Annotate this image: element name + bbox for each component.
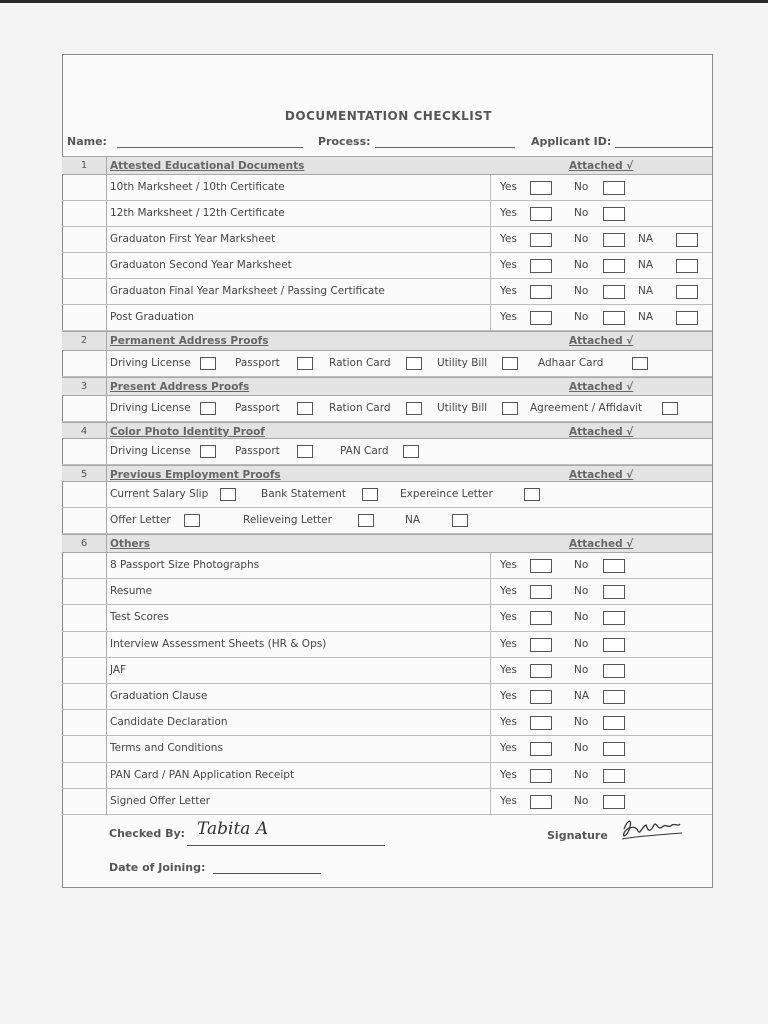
number-column — [62, 605, 107, 630]
item-label: Test Scores — [110, 611, 169, 624]
no-checkbox[interactable] — [603, 611, 625, 625]
section-title: Permanent Address Proofs — [110, 335, 269, 347]
checklist-item-row — [62, 710, 712, 736]
yes-label: Yes — [500, 768, 517, 781]
no-label: No — [574, 285, 589, 297]
number-column — [62, 658, 107, 683]
yes-checkbox[interactable] — [530, 559, 552, 573]
options-row — [62, 482, 712, 508]
yes-label: Yes — [500, 611, 517, 624]
number-column — [62, 253, 107, 278]
option-label: Utility Bill — [437, 402, 488, 414]
yes-checkbox[interactable] — [530, 769, 552, 783]
section-number: 6 — [80, 538, 88, 549]
yes-checkbox[interactable] — [530, 311, 552, 325]
signature-label: Signature — [547, 829, 608, 842]
no-label: No — [574, 233, 589, 245]
na-label: NA — [638, 311, 654, 323]
column-divider — [490, 305, 491, 330]
yes-label: Yes — [500, 207, 517, 219]
number-column — [62, 439, 107, 464]
checklist-item-row — [62, 305, 712, 331]
column-divider — [490, 658, 491, 683]
no-checkbox[interactable] — [603, 716, 625, 730]
no-checkbox[interactable] — [603, 742, 625, 756]
options-row — [62, 439, 712, 465]
checklist-item-row — [62, 175, 712, 201]
item-label: Graduation Clause — [110, 689, 208, 702]
yes-label: Yes — [500, 181, 517, 193]
no-checkbox[interactable] — [603, 795, 625, 809]
yes-label: Yes — [500, 233, 517, 245]
option-label: Ration Card — [329, 402, 391, 414]
yes-checkbox[interactable] — [530, 181, 552, 195]
checked-by-value: Tabita A — [197, 819, 269, 839]
section-number: 3 — [80, 381, 88, 392]
yes-checkbox[interactable] — [530, 690, 552, 704]
yes-checkbox[interactable] — [530, 638, 552, 652]
option-label: Relieveing Letter — [243, 514, 332, 526]
no-checkbox[interactable] — [603, 181, 625, 195]
doj-label: Date of Joining: — [109, 861, 206, 874]
option-label: Offer Letter — [110, 514, 171, 526]
checked-by-label: Checked By: — [109, 827, 186, 840]
yes-label: Yes — [500, 794, 517, 807]
number-column — [62, 351, 107, 376]
signature-image — [618, 815, 684, 845]
checklist-item-row — [62, 279, 712, 305]
no-label: No — [574, 794, 589, 807]
no-checkbox[interactable] — [603, 638, 625, 652]
column-divider — [490, 175, 491, 200]
checklist-item-row — [62, 684, 712, 710]
option-label: Passport — [235, 357, 280, 369]
option-label: NA — [405, 514, 421, 526]
yes-label: Yes — [500, 311, 517, 323]
option-checkbox[interactable] — [452, 514, 468, 527]
option-label: Agreement / Affidavit — [530, 402, 643, 414]
attached-label: Attached √ — [569, 335, 634, 347]
options-row — [62, 508, 712, 534]
no-label: No — [574, 637, 589, 650]
na-label: NA — [638, 259, 654, 271]
item-label: Signed Offer Letter — [110, 794, 211, 807]
number-column — [62, 279, 107, 304]
item-label: Resume — [110, 585, 153, 598]
yes-checkbox[interactable] — [530, 716, 552, 730]
number-column — [62, 305, 107, 330]
yes-label: Yes — [500, 689, 517, 702]
option-label: Ration Card — [329, 357, 391, 369]
column-divider — [490, 684, 491, 709]
attached-label: Attached √ — [569, 426, 634, 438]
option-label: PAN Card — [340, 445, 389, 457]
na-label: NA — [638, 285, 654, 297]
number-column — [62, 710, 107, 735]
section-title: Attested Educational Documents — [110, 160, 305, 172]
no-checkbox[interactable] — [603, 769, 625, 783]
checklist-item-row — [62, 658, 712, 684]
yes-checkbox[interactable] — [530, 795, 552, 809]
item-label: Graduaton Second Year Marksheet — [110, 259, 292, 271]
no-label: No — [574, 611, 589, 624]
option-label: Utility Bill — [437, 357, 488, 369]
no-checkbox[interactable] — [603, 259, 625, 273]
yes-checkbox[interactable] — [530, 585, 552, 599]
no-label: No — [574, 742, 589, 755]
option-checkbox[interactable] — [502, 357, 518, 370]
number-column — [62, 175, 107, 200]
checklist-item-row — [62, 579, 712, 605]
item-label: Post Graduation — [110, 311, 195, 323]
column-divider — [490, 632, 491, 657]
section-header-row — [62, 465, 712, 482]
yes-checkbox[interactable] — [530, 233, 552, 247]
no-checkbox[interactable] — [603, 285, 625, 299]
yes-label: Yes — [500, 259, 517, 271]
na-checkbox[interactable] — [676, 285, 698, 299]
number-column — [62, 579, 107, 604]
checklist-item-row — [62, 763, 712, 789]
attached-label: Attached √ — [569, 469, 634, 481]
scan-top-edge — [0, 0, 768, 3]
option-checkbox[interactable] — [200, 357, 216, 370]
section-header-row — [62, 377, 712, 396]
column-divider — [490, 763, 491, 788]
option-checkbox[interactable] — [220, 488, 236, 501]
option-checkbox[interactable] — [184, 514, 200, 527]
no-checkbox[interactable] — [603, 664, 625, 678]
no-checkbox[interactable] — [603, 311, 625, 325]
column-divider — [490, 227, 491, 252]
column-divider — [490, 736, 491, 761]
section-header-row — [62, 156, 712, 175]
option-checkbox[interactable] — [524, 488, 540, 501]
item-label: Terms and Conditions — [110, 742, 223, 755]
checklist-item-row — [62, 789, 712, 815]
section-header-row — [62, 422, 712, 439]
item-label: Interview Assessment Sheets (HR & Ops) — [110, 637, 327, 650]
column-divider — [490, 710, 491, 735]
checklist-item-row — [62, 632, 712, 658]
option-checkbox[interactable] — [406, 357, 422, 370]
no-label: No — [574, 663, 589, 676]
options-row — [62, 351, 712, 377]
option-label: Expereince Letter — [400, 488, 493, 500]
form-title: DOCUMENTATION CHECKLIST — [284, 109, 493, 123]
yes-checkbox[interactable] — [530, 664, 552, 678]
applicant-id-field[interactable] — [615, 147, 713, 148]
doj-field[interactable] — [213, 873, 321, 874]
name-label: Name: — [67, 135, 107, 148]
option-label: Passport — [235, 445, 280, 457]
column-divider — [490, 253, 491, 278]
na-label: NA — [574, 689, 590, 702]
yes-checkbox[interactable] — [530, 285, 552, 299]
section-title: Others — [110, 538, 150, 550]
section-number: 1 — [80, 160, 88, 171]
no-checkbox[interactable] — [603, 585, 625, 599]
no-label: No — [574, 585, 589, 598]
item-label: 12th Marksheet / 12th Certificate — [110, 207, 285, 219]
item-label: 8 Passport Size Photographs — [110, 559, 260, 571]
number-column — [62, 763, 107, 788]
item-label: 10th Marksheet / 10th Certificate — [110, 181, 285, 193]
option-label: Driving License — [110, 357, 191, 369]
option-label: Driving License — [110, 402, 191, 414]
column-divider — [490, 605, 491, 630]
option-checkbox[interactable] — [632, 357, 648, 370]
item-label: PAN Card / PAN Application Receipt — [110, 768, 295, 781]
yes-label: Yes — [500, 716, 517, 729]
option-checkbox[interactable] — [403, 445, 419, 458]
column-divider — [490, 201, 491, 226]
yes-checkbox[interactable] — [530, 611, 552, 625]
number-column — [62, 508, 107, 533]
process-label: Process: — [318, 135, 371, 148]
section-title: Previous Employment Proofs — [110, 469, 281, 481]
number-column — [62, 227, 107, 252]
option-checkbox[interactable] — [358, 514, 374, 527]
process-field[interactable] — [375, 147, 515, 148]
number-column — [62, 201, 107, 226]
yes-label: Yes — [500, 742, 517, 755]
checklist-table — [62, 156, 712, 815]
column-divider — [490, 553, 491, 578]
yes-label: Yes — [500, 637, 517, 650]
item-label: Graduaton First Year Marksheet — [110, 233, 276, 245]
no-checkbox[interactable] — [603, 690, 625, 704]
name-field[interactable] — [117, 147, 303, 148]
option-checkbox[interactable] — [662, 402, 678, 415]
section-title: Color Photo Identity Proof — [110, 426, 265, 438]
item-label: JAF — [110, 663, 127, 676]
number-column — [62, 789, 107, 814]
yes-label: Yes — [500, 663, 517, 676]
item-label: Candidate Declaration — [110, 716, 228, 729]
option-label: Driving License — [110, 445, 191, 457]
checklist-item-row — [62, 605, 712, 631]
na-checkbox[interactable] — [676, 233, 698, 247]
na-label: NA — [638, 233, 654, 245]
attached-label: Attached √ — [569, 381, 634, 393]
option-checkbox[interactable] — [297, 402, 313, 415]
section-number: 4 — [80, 426, 88, 437]
yes-label: Yes — [500, 585, 517, 598]
no-label: No — [574, 559, 589, 571]
yes-label: Yes — [500, 285, 517, 297]
column-divider — [490, 789, 491, 814]
options-row — [62, 396, 712, 422]
number-column — [62, 684, 107, 709]
option-checkbox[interactable] — [406, 402, 422, 415]
checklist-item-row — [62, 201, 712, 227]
no-label: No — [574, 716, 589, 729]
number-column — [62, 736, 107, 761]
option-label: Adhaar Card — [538, 357, 604, 369]
number-column — [62, 482, 107, 507]
section-number: 5 — [80, 469, 88, 480]
section-number: 2 — [80, 335, 88, 346]
option-checkbox[interactable] — [297, 357, 313, 370]
number-column — [62, 396, 107, 421]
section-header-row — [62, 534, 712, 553]
number-column — [62, 632, 107, 657]
attached-label: Attached √ — [569, 538, 634, 550]
yes-checkbox[interactable] — [530, 259, 552, 273]
column-divider — [490, 579, 491, 604]
yes-label: Yes — [500, 559, 517, 571]
yes-checkbox[interactable] — [530, 742, 552, 756]
option-label: Passport — [235, 402, 280, 414]
checked-by-line — [187, 845, 385, 846]
checklist-item-row — [62, 253, 712, 279]
option-checkbox[interactable] — [200, 402, 216, 415]
option-checkbox[interactable] — [362, 488, 378, 501]
applicant-id-label: Applicant ID: — [531, 135, 612, 148]
checklist-item-row — [62, 553, 712, 579]
option-checkbox[interactable] — [297, 445, 313, 458]
checklist-item-row — [62, 736, 712, 762]
item-label: Graduaton Final Year Marksheet / Passing Certificate — [110, 285, 385, 297]
no-label: No — [574, 207, 589, 219]
option-checkbox[interactable] — [200, 445, 216, 458]
yes-checkbox[interactable] — [530, 207, 552, 221]
na-checkbox[interactable] — [676, 259, 698, 273]
attached-label: Attached √ — [569, 160, 634, 172]
no-checkbox[interactable] — [603, 207, 625, 221]
column-divider — [490, 279, 491, 304]
na-checkbox[interactable] — [676, 311, 698, 325]
number-column — [62, 553, 107, 578]
option-label: Bank Statement — [261, 488, 346, 500]
section-header-row — [62, 331, 712, 351]
no-checkbox[interactable] — [603, 233, 625, 247]
option-checkbox[interactable] — [502, 402, 518, 415]
checklist-sheet — [62, 54, 713, 888]
no-checkbox[interactable] — [603, 559, 625, 573]
no-label: No — [574, 181, 589, 193]
no-label: No — [574, 768, 589, 781]
section-title: Present Address Proofs — [110, 381, 250, 393]
option-label: Current Salary Slip — [110, 488, 209, 500]
no-label: No — [574, 259, 589, 271]
no-label: No — [574, 311, 589, 323]
checklist-item-row — [62, 227, 712, 253]
